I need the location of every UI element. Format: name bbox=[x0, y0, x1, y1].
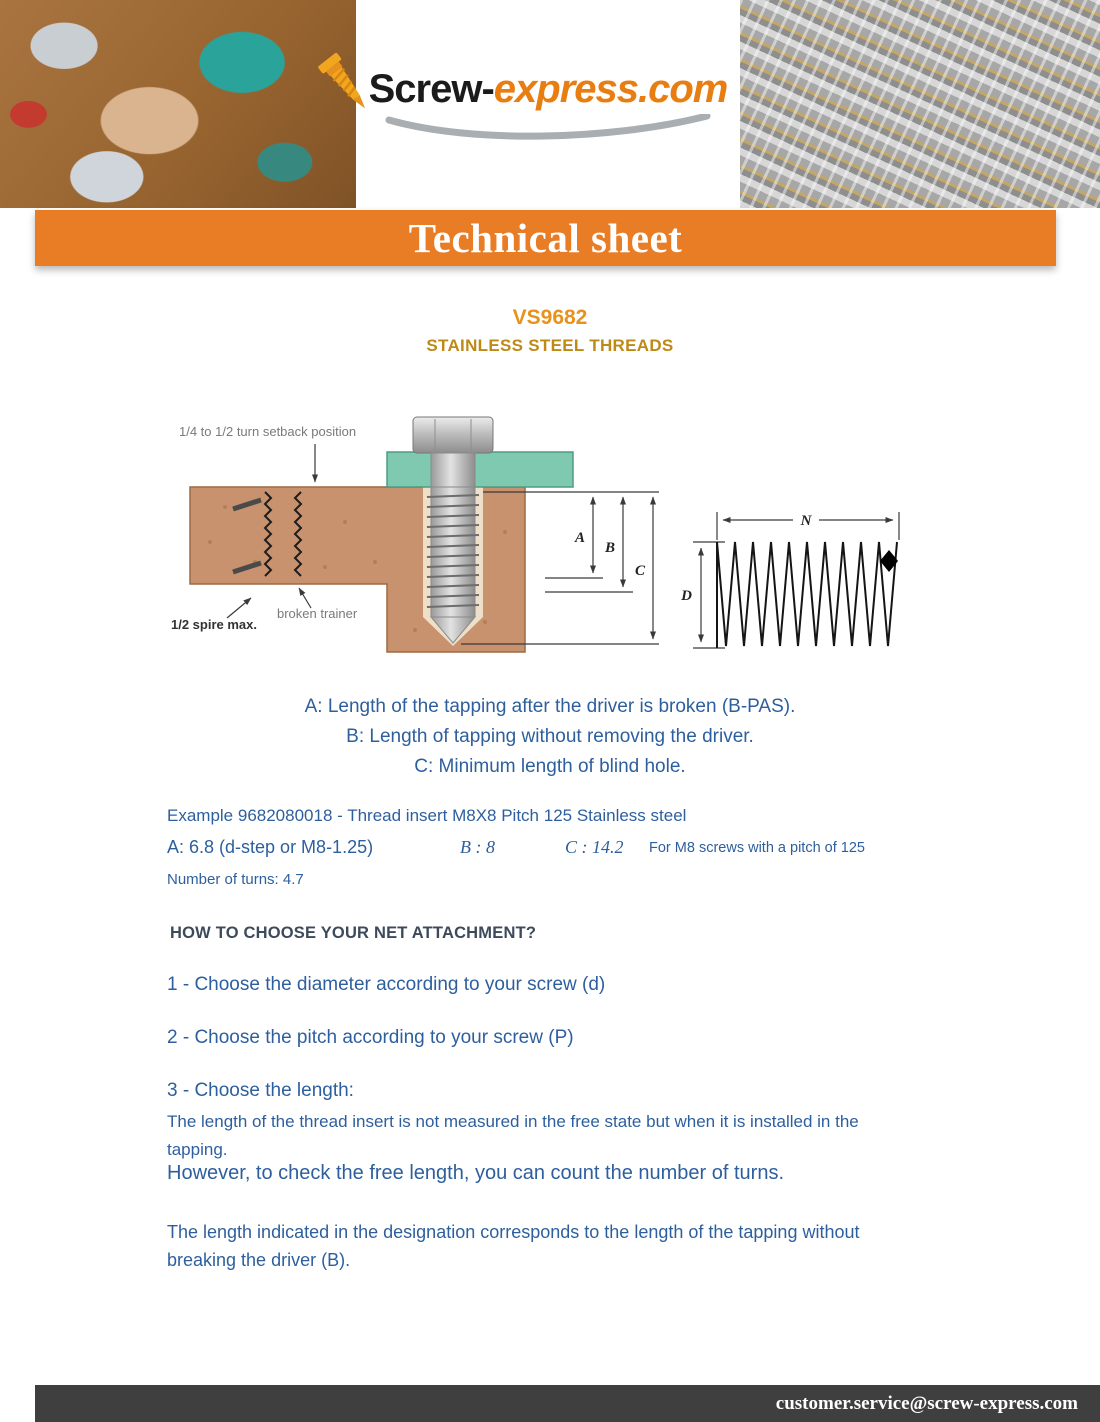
example-value-c: C : 14.2 bbox=[565, 837, 624, 857]
banner bbox=[35, 210, 1056, 266]
technical-diagram bbox=[165, 412, 925, 684]
howto-paragraph-1: The length of the thread insert is not measured in the free state but when it is installed in the tapping. bbox=[167, 1112, 859, 1159]
howto-step-1: 1 - Choose the diameter according to your screw (d) bbox=[167, 974, 606, 995]
example-values bbox=[167, 837, 967, 863]
definition-b: B: Length of tapping without removing the driver. bbox=[346, 726, 754, 747]
dimension-definitions bbox=[0, 692, 1100, 782]
product-subtitle: STAINLESS STEEL THREADS bbox=[426, 336, 674, 355]
howto-paragraph-2: However, to check the free length, you can count the number of turns. bbox=[167, 1162, 785, 1184]
header bbox=[0, 0, 1100, 208]
dim-n-label: N bbox=[800, 513, 812, 529]
contact-email[interactable]: customer.service@screw-express.com bbox=[775, 1392, 1078, 1414]
coil-profile bbox=[717, 542, 897, 648]
workbench-photo bbox=[0, 0, 356, 208]
definition-a: A: Length of the tapping after the driver is broken (B-PAS). bbox=[304, 696, 796, 717]
dim-a-label: A bbox=[574, 530, 585, 546]
footer bbox=[35, 1385, 1100, 1422]
product-code: VS9682 bbox=[512, 306, 588, 329]
howto-heading: HOW TO CHOOSE YOUR NET ATTACHMENT? bbox=[170, 924, 537, 942]
dim-d-label: D bbox=[681, 588, 692, 604]
dim-b-label: B bbox=[604, 540, 615, 556]
broken-trainer-arrow bbox=[299, 588, 311, 608]
banner-title: Technical sheet bbox=[408, 215, 683, 261]
example-title: Example 9682080018 - Thread insert M8X8 Pitch 125 Stainless steel bbox=[167, 806, 687, 825]
setback-label: 1/4 to 1/2 turn setback position bbox=[179, 424, 357, 439]
logo-swoosh bbox=[383, 114, 713, 142]
logo-text-screw: Screw- bbox=[368, 66, 494, 111]
dim-c-label: C bbox=[634, 563, 645, 579]
spire-max-label: 1/2 spire max. bbox=[171, 617, 257, 632]
example-value-a: A: 6.8 (d-step or M8-1.25) bbox=[167, 837, 374, 857]
howto-paragraph-3: The length indicated in the designation corresponds to the length of the tapping without breaking the driver (B). bbox=[167, 1222, 860, 1270]
example-value-b: B : 8 bbox=[460, 837, 495, 857]
spire-max-arrow bbox=[227, 598, 251, 618]
example-note: For M8 screws with a pitch of 125 bbox=[649, 840, 865, 856]
screws-photo bbox=[740, 0, 1100, 208]
howto-step-2: 2 - Choose the pitch according to your screw (P) bbox=[167, 1027, 574, 1048]
howto-step-3: 3 - Choose the length: bbox=[167, 1080, 354, 1101]
example-section bbox=[167, 806, 967, 888]
free-coil-insert bbox=[693, 512, 899, 648]
example-turns: Number of turns: 4.7 bbox=[167, 871, 304, 888]
logo bbox=[356, 0, 740, 208]
logo-text-express: express.com bbox=[493, 66, 728, 111]
definition-c: C: Minimum length of blind hole. bbox=[414, 756, 686, 777]
clamped-plate bbox=[387, 452, 573, 487]
broken-trainer-label: broken trainer bbox=[277, 606, 358, 621]
